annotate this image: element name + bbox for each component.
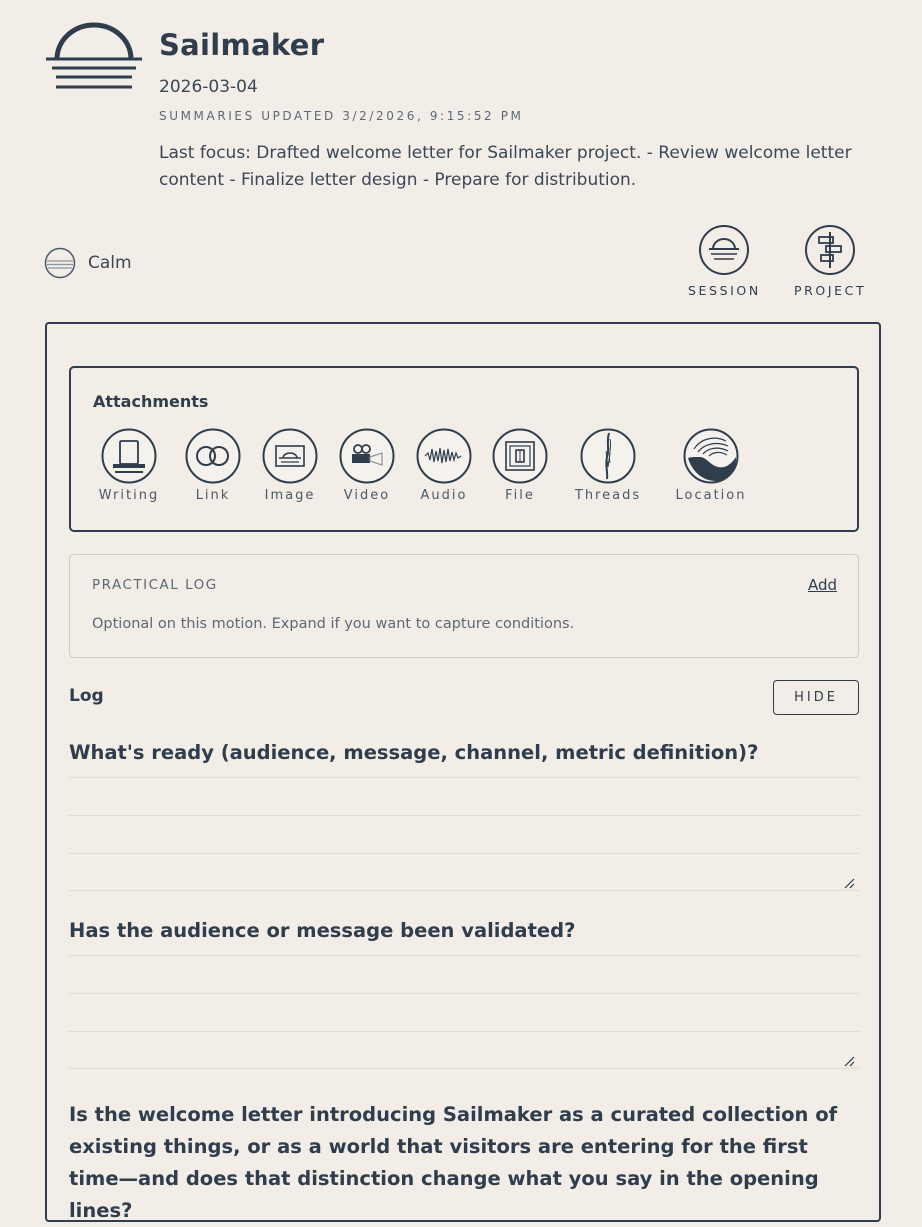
attach-file-button[interactable] [475,427,565,503]
image-icon [261,427,319,485]
log-answer-2-field[interactable] [69,955,859,1069]
attach-audio-label: Audio [420,488,468,503]
mood-label: Calm [88,253,132,273]
attach-threads-label: Threads [574,488,642,503]
summaries-updated: SUMMARIES UPDATED 3/2/2026, 9:15:52 PM [159,109,524,123]
audio-icon [415,427,473,485]
project-icon [804,224,856,276]
practical-log-panel [69,554,859,658]
session-date: 2026-03-04 [159,77,258,97]
location-icon [682,427,740,485]
link-icon [184,427,242,485]
project-button[interactable] [794,224,866,298]
session-icon [698,224,750,276]
practical-log-title: PRACTICAL LOG [92,577,218,593]
attach-location-label: Location [675,488,747,503]
attach-video-label: Video [343,488,391,503]
calm-icon [44,247,76,279]
session-button[interactable] [688,224,761,298]
attach-link-label: Link [195,488,231,503]
log-question-1: What's ready (audience, message, channel, metric definition)? [69,741,759,764]
attach-writing-button[interactable] [84,427,174,503]
session-label: SESSION [688,283,761,298]
attachments-panel [69,366,859,532]
log-question-3: Is the welcome letter introducing Sailmaker as a curated collection of existing things, or as a world that visitors are entering for the first time—and does that distinction change what you say in the opening lines? [69,1103,838,1222]
attach-threads-button[interactable] [563,427,653,503]
resize-grip-icon[interactable] [843,877,855,889]
page-title: Sailmaker [159,28,325,62]
log-answer-1-field[interactable] [69,777,859,891]
log-question-2: Has the audience or message been validated? [69,919,576,942]
file-icon [491,427,549,485]
attach-location-button[interactable] [666,427,756,503]
attach-writing-label: Writing [98,488,160,503]
video-icon [338,427,396,485]
sun-horizon-logo-icon [44,22,144,96]
attachments-title: Attachments [93,392,209,411]
practical-log-add-link[interactable]: Add [807,576,837,594]
practical-log-description: Optional on this motion. Expand if you want to capture conditions. [92,616,575,632]
threads-icon [579,427,637,485]
mood-indicator[interactable] [44,247,132,279]
attach-file-label: File [505,488,535,503]
writing-icon [100,427,158,485]
log-label: Log [69,686,104,706]
hide-log-button[interactable]: HIDE [773,680,859,715]
resize-grip-icon[interactable] [843,1055,855,1067]
project-label: PROJECT [794,283,867,298]
attach-image-label: Image [264,488,316,503]
last-focus-summary: Last focus: Drafted welcome letter for Sailmaker project. - Review welcome letter content - Finalize letter design - Prepare for distribution. [159,143,852,190]
